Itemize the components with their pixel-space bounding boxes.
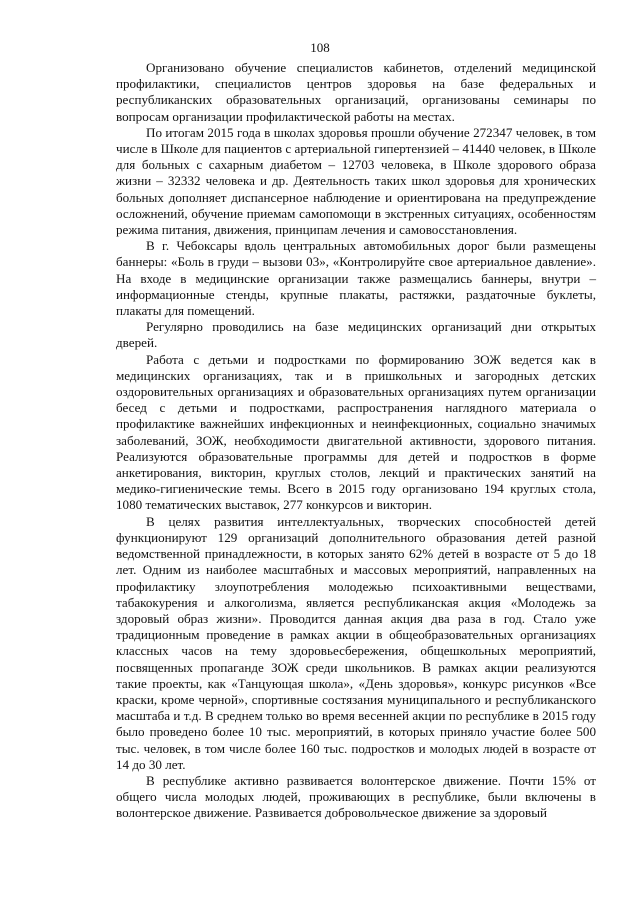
page-number: 108 (310, 40, 330, 55)
paragraph-training: Организовано обучение специалистов кабинетов, отделений медицинской профилактики, специалистов центров здоровья на базе федеральных и республиканских образовательных организаций, организованы семинары по вопросам организации профилактической работы на местах. (116, 60, 596, 124)
paragraph-open-days: Регулярно проводились на базе медицинских организаций дни открытых дверей. (116, 319, 596, 351)
paragraph-health-schools: По итогам 2015 года в школах здоровья прошли обучение 272347 человек, в том числе в Школе для пациентов с артериальной гипертензией – 41440 человек, в Школе для больных с сахарным диабетом – 12703 человека, в Школе здорового образа жизни – 32332 человека и др. Деятельность таких школ здоровья для хронических больных дополняет диспансерное наблюдение и ориентирована на предупреждение осложнений, обучение приемам самопомощи в экстренных ситуациях, особенностям режима питания, движения, принципам лечения и самовосстановления. (116, 124, 596, 238)
paragraph-volunteers: В республике активно развивается волонтерское движение. Почти 15% от общего числа молодых людей, проживающих в республике, были включены в волонтерское движение. Развивается добровольческое движение за здоровый (116, 772, 596, 821)
paragraph-banners: В г. Чебоксары вдоль центральных автомобильных дорог были размещены баннеры: «Боль в груди – вызови 03», «Контролируйте свое артериальное давление». На входе в медицинские организации также размещались баннеры, внутри – информационные стенды, крупные плакаты, растяжки, раздаточные буклеты, плакаты для помещений. (116, 238, 596, 319)
body-text (116, 60, 596, 822)
paragraph-youth-campaign: В целях развития интеллектуальных, творческих способностей детей функционируют 129 организаций дополнительного образования детей разной ведомственной принадлежности, в которых занято 62% детей в возрасте от 5 до 18 лет. Одним из наиболее масштабных и массовых мероприятий, направленных на профилактику злоупотребления молодежью психоактивными веществами, табакокурения и алкоголизма, является республиканская акция «Молодежь за здоровый образ жизни». Проводится данная акция два раза в год. Стало уже традиционным проведение в рамках акции в общеобразовательных организациях классных часов на тему здоровьесбережения, общешкольных мероприятий, посвященных пропаганде ЗОЖ среди школьников. В рамках акции реализуются такие проекты, как «Танцующая школа», «День здоровья», конкурс рисунков «Все краски, кроме черной», спортивные состязания муниципального и республиканского масштаба и т.д. В среднем только во время весенней акции по республике в 2015 году было проведено более 10 тыс. мероприятий, в которых приняло участие более 500 тыс. человек, в том числе более 160 тыс. подростков и молодых людей в возрасте от 14 до 30 лет. (116, 513, 596, 772)
paragraph-children-work: Работа с детьми и подростками по формированию ЗОЖ ведется как в медицинских организациях, так и в пришкольных и загородных детских оздоровительных организациях и образовательных организациях путем организации бесед с детьми и подростками, распространения наглядного материала о профилактике важнейших инфекционных и неинфекционных, социально значимых заболеваний, ЗОЖ, необходимости двигательной активности, здорового питания. Реализуются образовательные программы для детей и подростков в форме анкетирования, викторин, круглых столов, лекций и практических занятий на медико-гигиенические темы. Всего в 2015 году организовано 194 круглых стола, 1080 тематических выставок, 277 конкурсов и викторин. (116, 351, 596, 513)
